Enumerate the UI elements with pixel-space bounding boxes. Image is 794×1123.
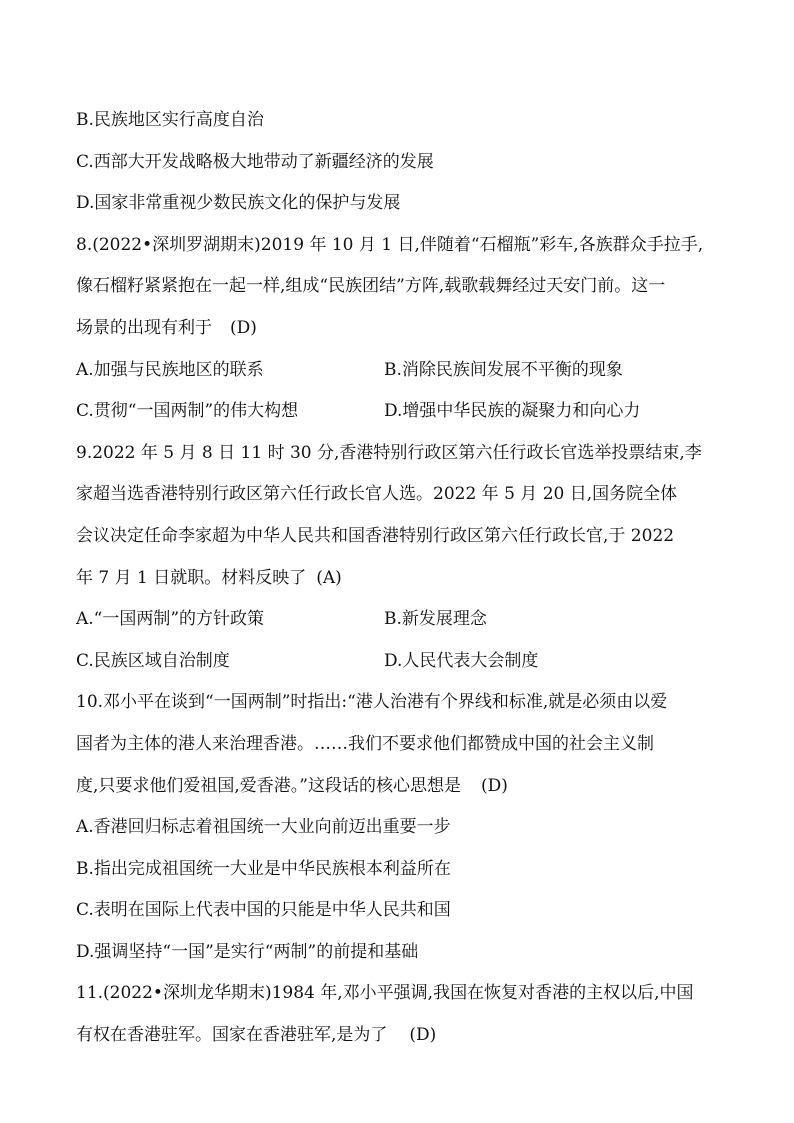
option-d-prev: D.国家非常重视少数民族文化的保护与发展 xyxy=(76,193,401,214)
question-8 xyxy=(76,225,724,433)
question-text-line: 有权在香港驻军。国家在香港驻军,是为了 xyxy=(76,1025,388,1046)
option-a: A.“一国两制”的方针政策 xyxy=(76,609,265,630)
option-d: D.强调坚持“一国”是实行“两制”的前提和基础 xyxy=(76,941,419,962)
option-b: B.消除民族间发展不平衡的现象 xyxy=(384,359,623,380)
question-text-line: 10.邓小平在谈到“一国两制”时指出:“港人治港有个界线和标准,就是必须由以爱 xyxy=(76,692,668,713)
document-page xyxy=(76,100,724,1057)
option-b: B.新发展理念 xyxy=(384,609,487,630)
answer-label: (D) xyxy=(230,317,257,338)
question-text-line: 年 7 月 1 日就职。材料反映了 xyxy=(76,567,307,588)
answer-label: (A) xyxy=(316,567,342,588)
question-text-line: 会议决定任命李家超为中华人民共和国香港特别行政区第六任行政长官,于 2022 xyxy=(76,525,675,546)
question-text-line: 9.2022 年 5 月 8 日 11 时 30 分,香港特别行政区第六任行政长官选举投票结束,李 xyxy=(76,442,702,463)
question-text-line: 11.(2022•深圳龙华期末)1984 年,邓小平强调,我国在恢复对香港的主权以后,中国 xyxy=(76,983,694,1004)
question-text-line: 家超当选香港特别行政区第六任行政长官人选。2022 年 5 月 20 日,国务院全体 xyxy=(76,484,678,505)
option-a: A.加强与民族地区的联系 xyxy=(76,359,264,380)
option-d: D.人民代表大会制度 xyxy=(384,650,539,671)
option-b-prev: B.民族地区实行高度自治 xyxy=(76,110,264,130)
option-c: C.表明在国际上代表中国的只能是中华人民共和国 xyxy=(76,900,451,921)
question-text-line: 国者为主体的港人来治理香港。……我们不要求他们都赞成中国的社会主义制 xyxy=(76,733,654,754)
question-10 xyxy=(76,682,724,973)
answer-label: (D) xyxy=(481,775,508,796)
option-c: C.贯彻“一国两制”的伟大构想 xyxy=(76,401,299,422)
option-d: D.增强中华民族的凝聚力和向心力 xyxy=(384,401,641,422)
question-9 xyxy=(76,433,724,683)
option-a: A.香港回归标志着祖国统一大业向前迈出重要一步 xyxy=(76,817,451,838)
option-c-prev: C.西部大开发战略极大地带动了新疆经济的发展 xyxy=(76,151,434,172)
question-text-line: 8.(2022•深圳罗湖期末)2019 年 10 月 1 日,伴随着“石榴瓶”彩车,各族群众手拉手, xyxy=(76,234,704,255)
question-text-line: 像石榴籽紧紧抱在一起一样,组成“民族团结”方阵,载歌载舞经过天安门前。这一 xyxy=(76,276,666,297)
option-c: C.民族区域自治制度 xyxy=(76,650,230,671)
question-11 xyxy=(76,973,724,1056)
answer-label: (D) xyxy=(409,1025,437,1046)
question-text-line: 度,只要求他们爱祖国,爱香港。”这段话的核心思想是 xyxy=(76,775,461,796)
question-text-line: 场景的出现有利于 xyxy=(76,317,212,338)
option-b: B.指出完成祖国统一大业是中华民族根本利益所在 xyxy=(76,858,451,879)
